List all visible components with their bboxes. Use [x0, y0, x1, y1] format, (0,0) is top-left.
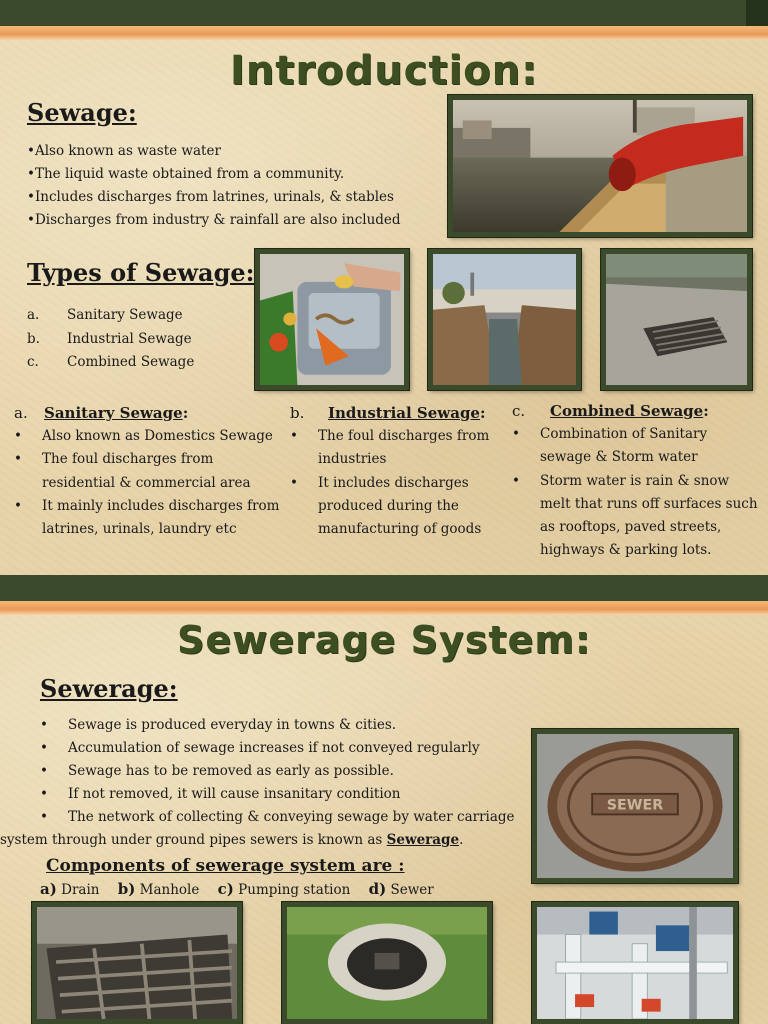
list-item: • The foul discharges from residential & commercial area: [14, 448, 284, 494]
orange-stripe: [0, 26, 768, 40]
component-item: c) Pumping station: [217, 880, 351, 898]
industrial-sewage-column: [290, 402, 510, 541]
component-item: b) Manhole: [117, 880, 200, 898]
top-bar-accent: [746, 0, 768, 26]
storm-drain-photo: [601, 249, 752, 390]
list-item: • It mainly includes discharges from latrines, urinals, laundry etc: [14, 495, 284, 541]
column-heading: c. Combined Sewage:: [512, 402, 709, 420]
list-item: c. Combined Sewage: [27, 354, 195, 370]
sewage-outfall-photo: [448, 95, 752, 237]
list-item: • Sewage is produced everyday in towns & cities.: [40, 717, 397, 733]
list-item: • The foul discharges from industries: [290, 425, 510, 471]
list-item: • Combination of Sanitary sewage & Storm water: [512, 423, 762, 469]
list-item: • The network of collecting & conveying sewage by water carriage: [40, 809, 515, 825]
sink-photo: [255, 249, 409, 390]
list-item: a. Sanitary Sewage: [27, 307, 183, 323]
orange-stripe: [0, 601, 768, 615]
list-item: • The liquid waste obtained from a community.: [27, 163, 401, 186]
slide-title-introduction: Introduction:: [229, 48, 539, 94]
types-list: [27, 304, 194, 375]
combined-sewage-column: [512, 400, 762, 562]
sewage-bullets: [27, 140, 401, 232]
list-item: • Sewage has to be removed as early as possible.: [40, 763, 394, 779]
list-item: • If not removed, it will cause insanitary condition: [40, 786, 401, 802]
types-heading: Types of Sewage:: [27, 258, 255, 287]
list-item: • Also known as Domestics Sewage: [14, 425, 284, 448]
top-bar: [0, 0, 768, 26]
list-item: • Also known as waste water: [27, 140, 401, 163]
list-item: b. Industrial Sewage: [27, 330, 192, 347]
components-list: [40, 880, 448, 898]
top-bar: [0, 575, 768, 601]
list-item: • Accumulation of sewage increases if not conveyed regularly: [40, 740, 480, 756]
component-item: a) Drain: [40, 880, 100, 898]
trench-photo: [428, 249, 581, 390]
pumping-station-photo: [532, 902, 738, 1024]
list-item: • Storm water is rain & snow melt that runs off surfaces such as rooftops, paved streets, highways & parking lots.: [512, 470, 762, 563]
manhole-photo: [282, 902, 492, 1024]
slide-title-sewerage-system: Sewerage System:: [176, 618, 592, 662]
component-item: d) Sewer: [368, 880, 434, 898]
sanitary-sewage-column: [14, 402, 284, 541]
list-item-continued: system through under ground pipes sewers is known as Sewerage.: [0, 832, 464, 848]
manhole-cover-text: SEWER: [606, 797, 664, 814]
column-heading: b. Industrial Sewage:: [290, 404, 486, 422]
drain-photo: [32, 902, 242, 1024]
list-item: • Includes discharges from latrines, urinals, & stables: [27, 186, 401, 209]
manhole-cover-photo: [532, 729, 738, 883]
sewerage-bullets: [0, 714, 520, 852]
list-item: • Discharges from industry & rainfall are also included: [27, 209, 401, 232]
components-heading: Components of sewerage system are :: [46, 856, 405, 876]
sewage-heading: Sewage:: [27, 98, 137, 127]
column-heading: a. Sanitary Sewage:: [14, 404, 189, 422]
list-item: • It includes discharges produced during the manufacturing of goods: [290, 472, 510, 542]
sewerage-heading: Sewerage:: [40, 674, 178, 703]
